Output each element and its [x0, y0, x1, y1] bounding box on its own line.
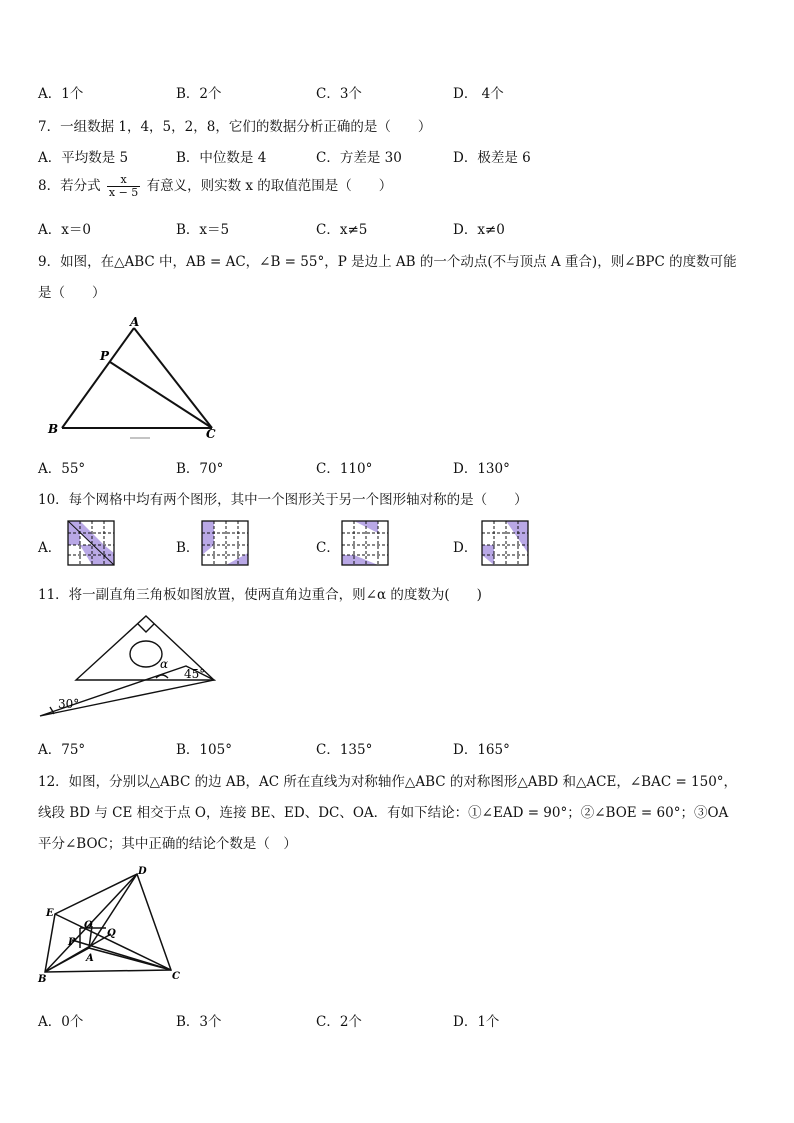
- q10-stem: 10．每个网格中均有两个图形，其中一个图形关于另一个图形轴对称的是（ ）: [38, 492, 528, 508]
- q8-fraction-numerator: x: [107, 174, 140, 187]
- q12-label-d: D: [138, 866, 147, 877]
- q12-triangle-figure: [36, 862, 196, 988]
- q12-label-b: B: [38, 974, 47, 985]
- q11-label-30: 30°: [58, 697, 80, 711]
- q8-fraction-denominator: x − 5: [108, 186, 139, 199]
- q11-label-45: 45°: [184, 667, 206, 681]
- q8-stem: [38, 174, 392, 199]
- q10-grid-c: [340, 519, 390, 567]
- q7-option-b: B．中位数是 4: [176, 150, 267, 166]
- q12-stem-line1: 12．如图，分别以△ABC 的边 AB，AC 所在直线为对称轴作△ABC 的对称图形△ABD 和△ACE，∠BAC = 150°，: [38, 774, 738, 790]
- q9-label-a: A: [130, 315, 140, 329]
- q11-set-squares-figure: [36, 612, 220, 720]
- q12-option-d: D．1个: [453, 1014, 500, 1030]
- q9-triangle-figure: [40, 312, 230, 447]
- q12-label-p: P: [68, 937, 76, 948]
- q8-stem-after: 有意义，则实数 x 的取值范围是（ ）: [146, 178, 393, 194]
- q9-stem-line2: 是（ ）: [38, 285, 106, 301]
- q9-label-b: B: [48, 422, 59, 436]
- q7-stem: 7．一组数据 1，4，5，2，8，它们的数据分析正确的是（ ）: [38, 119, 432, 135]
- q9-option-a: A．55°: [38, 461, 86, 477]
- q10-option-c-label: C．: [316, 540, 340, 556]
- q11-option-c: C．135°: [316, 742, 373, 758]
- q7-option-a: A．平均数是 5: [38, 150, 129, 166]
- q10-option-b-label: B．: [176, 540, 200, 556]
- q12-stem-line2: 线段 BD 与 CE 相交于点 O，连接 BE、ED、DC、OA．有如下结论：①∠EAD = 90°；②∠BOE = 60°；③OA: [38, 805, 729, 821]
- q8-option-c: C．x≠5: [316, 222, 368, 238]
- q9-option-b: B．70°: [176, 461, 224, 477]
- q10-grid-b: [200, 519, 250, 567]
- q9-stem-line1: 9．如图，在△ABC 中，AB = AC，∠B = 55°，P 是边上 AB 的一个动点(不与顶点 A 重合)，则∠BPC 的度数可能: [38, 254, 737, 270]
- q6-option-a: A．1个: [38, 86, 84, 102]
- q6-option-d: D． 4个: [453, 86, 504, 102]
- q12-label-a: A: [86, 953, 94, 964]
- q11-stem: 11．将一副直角三角板如图放置，使两直角边重合，则∠α 的度数为( ): [38, 587, 482, 603]
- q12-option-a: A．0个: [38, 1014, 84, 1030]
- q11-option-b: B．105°: [176, 742, 232, 758]
- q12-option-c: C．2个: [316, 1014, 362, 1030]
- q9-label-p: P: [100, 349, 110, 363]
- q6-option-b: B．2个: [176, 86, 222, 102]
- q9-option-c: C．110°: [316, 461, 373, 477]
- q7-option-c: C．方差是 30: [316, 150, 402, 166]
- q8-stem-before: 8．若分式: [38, 178, 101, 194]
- q12-label-c: C: [172, 971, 180, 982]
- q8-option-b: B．x＝5: [176, 222, 230, 238]
- q7-option-d: D．极差是 6: [453, 150, 531, 166]
- q12-label-e: E: [46, 908, 54, 919]
- q8-option-a: A．x＝0: [38, 222, 91, 238]
- q12-option-b: B．3个: [176, 1014, 222, 1030]
- q8-option-d: D．x≠0: [453, 222, 505, 238]
- q11-label-alpha: α: [160, 657, 169, 671]
- q10-grid-a: [66, 519, 116, 567]
- q9-option-d: D．130°: [453, 461, 510, 477]
- q9-label-c: C: [206, 427, 216, 441]
- q8-fraction: [107, 174, 140, 199]
- q6-option-c: C．3个: [316, 86, 362, 102]
- q10-grid-d: [480, 519, 530, 567]
- q11-option-d: D．165°: [453, 742, 510, 758]
- q10-option-a-label: A．: [38, 540, 62, 556]
- q12-stem-line3: 平分∠BOC；其中正确的结论个数是（ ）: [38, 836, 297, 852]
- q10-option-d-label: D．: [453, 540, 478, 556]
- q12-label-q: Q: [107, 928, 116, 939]
- q12-label-o: O: [84, 920, 93, 931]
- q11-option-a: A．75°: [38, 742, 86, 758]
